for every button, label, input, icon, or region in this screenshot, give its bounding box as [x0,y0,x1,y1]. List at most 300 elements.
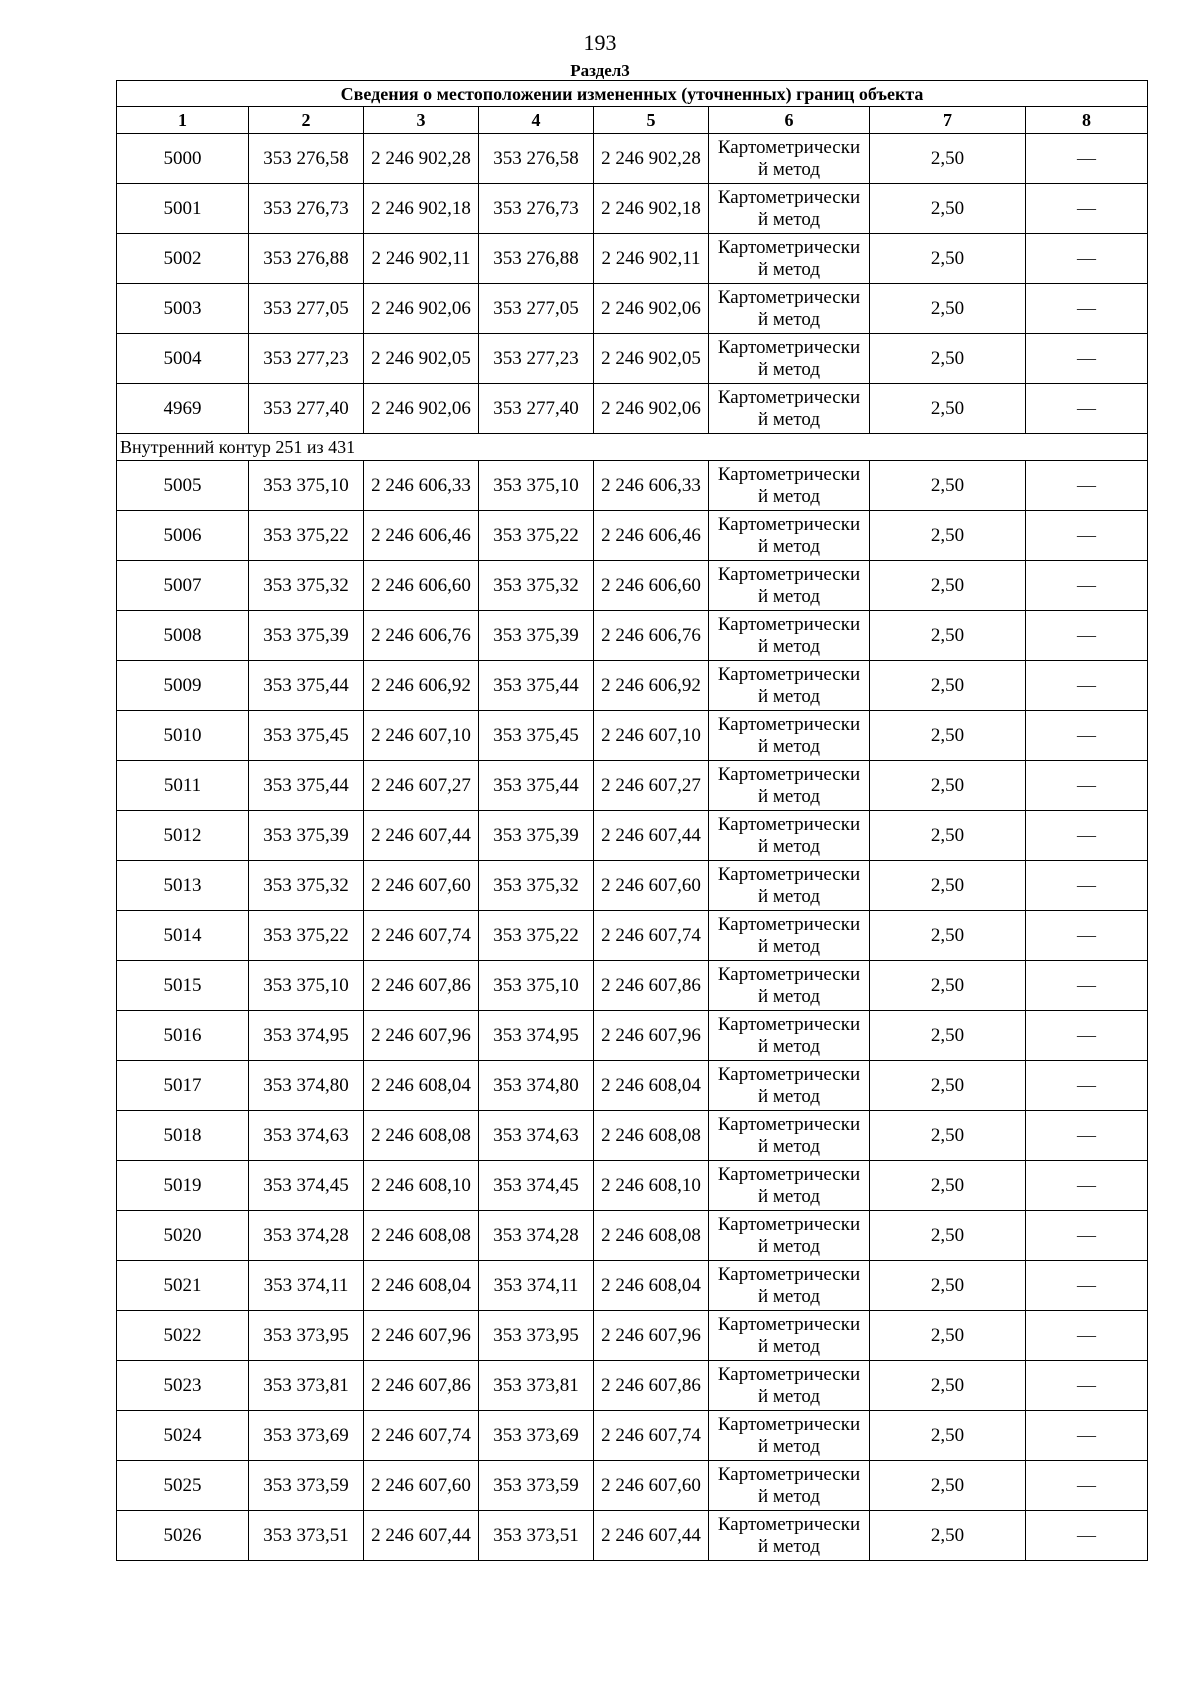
table-caption: Сведения о местоположении измененных (уточненных) границ объекта [117,81,1148,107]
note-cell: — [1026,711,1148,761]
x-old-cell: 353 373,51 [249,1511,364,1561]
column-header: 3 [364,107,479,134]
y-old-cell: 2 246 608,10 [364,1161,479,1211]
note-cell: — [1026,1261,1148,1311]
y-new-cell: 2 246 607,96 [594,1311,709,1361]
table-row [117,1311,1148,1361]
y-old-cell: 2 246 902,18 [364,184,479,234]
method-line-1: Картометрически [717,136,861,158]
x-old-cell: 353 374,28 [249,1211,364,1261]
accuracy-cell: 2,50 [870,1211,1026,1261]
method-line-2: й метод [757,835,821,857]
table-row [117,561,1148,611]
x-new-cell: 353 375,39 [479,611,594,661]
column-header: 6 [709,107,870,134]
method-line-1: Картометрически [717,913,861,935]
table-row [117,461,1148,511]
note-cell: — [1026,234,1148,284]
method-line-2: й метод [757,885,821,907]
table-row [117,861,1148,911]
x-old-cell: 353 374,80 [249,1061,364,1111]
y-old-cell: 2 246 607,10 [364,711,479,761]
point-number-cell: 5004 [117,334,249,384]
method-cell [709,1011,870,1061]
method-line-2: й метод [757,308,821,330]
column-header: 7 [870,107,1026,134]
method-line-1: Картометрически [717,186,861,208]
y-new-cell: 2 246 902,18 [594,184,709,234]
column-header: 4 [479,107,594,134]
x-old-cell: 353 277,40 [249,384,364,434]
method-cell [709,1261,870,1311]
x-old-cell: 353 375,45 [249,711,364,761]
point-number-cell: 5020 [117,1211,249,1261]
accuracy-cell: 2,50 [870,1311,1026,1361]
method-cell [709,234,870,284]
method-line-2: й метод [757,535,821,557]
point-number-cell: 5016 [117,1011,249,1061]
method-cell [709,384,870,434]
y-old-cell: 2 246 607,74 [364,911,479,961]
method-cell [709,1061,870,1111]
y-new-cell: 2 246 606,60 [594,561,709,611]
y-old-cell: 2 246 902,28 [364,134,479,184]
method-line-1: Картометрически [717,963,861,985]
y-old-cell: 2 246 607,86 [364,961,479,1011]
y-old-cell: 2 246 608,08 [364,1211,479,1261]
point-number-cell: 5017 [117,1061,249,1111]
method-cell [709,1311,870,1361]
x-new-cell: 353 375,39 [479,811,594,861]
method-cell [709,134,870,184]
y-old-cell: 2 246 606,60 [364,561,479,611]
y-new-cell: 2 246 606,76 [594,611,709,661]
y-new-cell: 2 246 606,33 [594,461,709,511]
column-header: 2 [249,107,364,134]
point-number-cell: 5021 [117,1261,249,1311]
note-cell: — [1026,1061,1148,1111]
y-old-cell: 2 246 607,74 [364,1411,479,1461]
table-row [117,611,1148,661]
accuracy-cell: 2,50 [870,761,1026,811]
table-row [117,911,1148,961]
x-old-cell: 353 374,63 [249,1111,364,1161]
method-line-2: й метод [757,635,821,657]
y-new-cell: 2 246 607,96 [594,1011,709,1061]
table-row [117,184,1148,234]
y-new-cell: 2 246 607,10 [594,711,709,761]
method-line-1: Картометрически [717,463,861,485]
method-cell [709,1211,870,1261]
accuracy-cell: 2,50 [870,134,1026,184]
accuracy-cell: 2,50 [870,511,1026,561]
method-line-2: й метод [757,1335,821,1357]
accuracy-cell: 2,50 [870,961,1026,1011]
y-old-cell: 2 246 607,86 [364,1361,479,1411]
method-line-2: й метод [757,1085,821,1107]
x-new-cell: 353 375,45 [479,711,594,761]
note-cell: — [1026,1211,1148,1261]
method-line-1: Картометрически [717,663,861,685]
note-cell: — [1026,611,1148,661]
x-old-cell: 353 276,73 [249,184,364,234]
note-cell: — [1026,1311,1148,1361]
method-cell [709,1511,870,1561]
y-new-cell: 2 246 607,74 [594,911,709,961]
point-number-cell: 5013 [117,861,249,911]
accuracy-cell: 2,50 [870,1461,1026,1511]
y-new-cell: 2 246 607,60 [594,1461,709,1511]
method-line-2: й метод [757,1485,821,1507]
point-number-cell: 5002 [117,234,249,284]
table-row [117,1461,1148,1511]
note-cell: — [1026,461,1148,511]
accuracy-cell: 2,50 [870,561,1026,611]
note-cell: — [1026,1111,1148,1161]
x-new-cell: 353 374,80 [479,1061,594,1111]
y-new-cell: 2 246 607,27 [594,761,709,811]
x-new-cell: 353 374,63 [479,1111,594,1161]
accuracy-cell: 2,50 [870,1061,1026,1111]
method-cell [709,561,870,611]
y-old-cell: 2 246 608,04 [364,1261,479,1311]
x-old-cell: 353 373,59 [249,1461,364,1511]
method-line-1: Картометрически [717,1063,861,1085]
method-cell [709,711,870,761]
point-number-cell: 5006 [117,511,249,561]
note-cell: — [1026,961,1148,1011]
y-new-cell: 2 246 607,44 [594,1511,709,1561]
note-cell: — [1026,1461,1148,1511]
accuracy-cell: 2,50 [870,1361,1026,1411]
accuracy-cell: 2,50 [870,811,1026,861]
x-old-cell: 353 276,88 [249,234,364,284]
method-cell [709,461,870,511]
accuracy-cell: 2,50 [870,611,1026,661]
accuracy-cell: 2,50 [870,661,1026,711]
method-line-1: Картометрически [717,1213,861,1235]
method-line-2: й метод [757,485,821,507]
point-number-cell: 5007 [117,561,249,611]
x-new-cell: 353 375,22 [479,911,594,961]
table-row [117,1511,1148,1561]
x-new-cell: 353 375,44 [479,761,594,811]
method-line-2: й метод [757,1235,821,1257]
method-line-1: Картометрически [717,1313,861,1335]
point-number-cell: 5001 [117,184,249,234]
note-cell: — [1026,1161,1148,1211]
y-new-cell: 2 246 902,11 [594,234,709,284]
column-header: 8 [1026,107,1148,134]
method-line-1: Картометрически [717,1163,861,1185]
note-cell: — [1026,861,1148,911]
method-cell [709,1111,870,1161]
table-row [117,1111,1148,1161]
x-old-cell: 353 375,44 [249,661,364,711]
point-number-cell: 5010 [117,711,249,761]
point-number-cell: 4969 [117,384,249,434]
method-line-1: Картометрически [717,1513,861,1535]
method-cell [709,1161,870,1211]
y-new-cell: 2 246 902,06 [594,384,709,434]
method-line-2: й метод [757,985,821,1007]
y-old-cell: 2 246 607,96 [364,1011,479,1061]
y-old-cell: 2 246 606,33 [364,461,479,511]
x-new-cell: 353 375,44 [479,661,594,711]
table-body [117,81,1148,1561]
column-header: 1 [117,107,249,134]
accuracy-cell: 2,50 [870,911,1026,961]
x-new-cell: 353 373,69 [479,1411,594,1461]
method-line-1: Картометрически [717,613,861,635]
note-cell: — [1026,384,1148,434]
y-old-cell: 2 246 606,46 [364,511,479,561]
y-new-cell: 2 246 606,46 [594,511,709,561]
x-new-cell: 353 373,51 [479,1511,594,1561]
method-cell [709,1461,870,1511]
note-cell: — [1026,761,1148,811]
x-new-cell: 353 276,88 [479,234,594,284]
accuracy-cell: 2,50 [870,1411,1026,1461]
y-old-cell: 2 246 606,92 [364,661,479,711]
method-line-1: Картометрически [717,386,861,408]
point-number-cell: 5014 [117,911,249,961]
y-old-cell: 2 246 902,05 [364,334,479,384]
method-cell [709,661,870,711]
x-new-cell: 353 375,32 [479,861,594,911]
y-new-cell: 2 246 608,04 [594,1061,709,1111]
point-number-cell: 5018 [117,1111,249,1161]
x-old-cell: 353 373,69 [249,1411,364,1461]
method-line-1: Картометрически [717,286,861,308]
method-line-1: Картометрически [717,1113,861,1135]
x-old-cell: 353 375,32 [249,561,364,611]
x-new-cell: 353 277,40 [479,384,594,434]
y-old-cell: 2 246 607,96 [364,1311,479,1361]
method-line-2: й метод [757,1385,821,1407]
point-number-cell: 5008 [117,611,249,661]
accuracy-cell: 2,50 [870,861,1026,911]
method-cell [709,334,870,384]
point-number-cell: 5003 [117,284,249,334]
method-line-1: Картометрически [717,1463,861,1485]
x-old-cell: 353 374,45 [249,1161,364,1211]
x-old-cell: 353 375,39 [249,811,364,861]
method-cell [709,961,870,1011]
column-header: 5 [594,107,709,134]
method-cell [709,761,870,811]
accuracy-cell: 2,50 [870,234,1026,284]
caption-row [117,81,1148,107]
note-cell: — [1026,134,1148,184]
table-row [117,1211,1148,1261]
accuracy-cell: 2,50 [870,1261,1026,1311]
table-row [117,811,1148,861]
method-line-2: й метод [757,585,821,607]
accuracy-cell: 2,50 [870,334,1026,384]
note-cell: — [1026,334,1148,384]
x-old-cell: 353 375,22 [249,911,364,961]
x-old-cell: 353 375,32 [249,861,364,911]
x-old-cell: 353 374,11 [249,1261,364,1311]
method-line-2: й метод [757,935,821,957]
y-old-cell: 2 246 607,44 [364,1511,479,1561]
x-new-cell: 353 374,45 [479,1161,594,1211]
table-row [117,761,1148,811]
note-cell: — [1026,911,1148,961]
x-old-cell: 353 277,05 [249,284,364,334]
y-old-cell: 2 246 607,27 [364,761,479,811]
method-line-1: Картометрически [717,236,861,258]
method-line-2: й метод [757,1535,821,1557]
accuracy-cell: 2,50 [870,461,1026,511]
note-cell: — [1026,1011,1148,1061]
point-number-cell: 5025 [117,1461,249,1511]
method-line-2: й метод [757,1285,821,1307]
note-cell: — [1026,561,1148,611]
method-line-2: й метод [757,1185,821,1207]
method-line-2: й метод [757,358,821,380]
note-cell: — [1026,184,1148,234]
note-cell: — [1026,661,1148,711]
contour-group-row [117,434,1148,461]
note-cell: — [1026,1361,1148,1411]
point-number-cell: 5019 [117,1161,249,1211]
x-old-cell: 353 373,81 [249,1361,364,1411]
method-line-1: Картометрически [717,863,861,885]
section-title: Раздел3 [570,61,630,80]
accuracy-cell: 2,50 [870,711,1026,761]
y-new-cell: 2 246 902,06 [594,284,709,334]
note-cell: — [1026,1511,1148,1561]
x-new-cell: 353 277,23 [479,334,594,384]
point-number-cell: 5011 [117,761,249,811]
x-old-cell: 353 276,58 [249,134,364,184]
x-old-cell: 353 375,10 [249,461,364,511]
note-cell: — [1026,811,1148,861]
method-line-1: Картометрически [717,336,861,358]
y-old-cell: 2 246 902,06 [364,384,479,434]
point-number-cell: 5000 [117,134,249,184]
method-cell [709,861,870,911]
coordinates-table [116,80,1148,1561]
y-old-cell: 2 246 607,60 [364,1461,479,1511]
y-new-cell: 2 246 607,74 [594,1411,709,1461]
x-old-cell: 353 375,22 [249,511,364,561]
y-old-cell: 2 246 902,11 [364,234,479,284]
x-old-cell: 353 277,23 [249,334,364,384]
method-cell [709,811,870,861]
x-old-cell: 353 375,10 [249,961,364,1011]
x-new-cell: 353 374,11 [479,1261,594,1311]
x-new-cell: 353 375,10 [479,461,594,511]
y-old-cell: 2 246 902,06 [364,284,479,334]
method-line-2: й метод [757,785,821,807]
method-line-2: й метод [757,1035,821,1057]
x-new-cell: 353 276,58 [479,134,594,184]
note-cell: — [1026,284,1148,334]
table-row [117,334,1148,384]
y-new-cell: 2 246 608,08 [594,1111,709,1161]
table-row [117,134,1148,184]
method-line-2: й метод [757,158,821,180]
y-old-cell: 2 246 607,60 [364,861,479,911]
method-line-1: Картометрически [717,813,861,835]
method-line-2: й метод [757,208,821,230]
method-cell [709,1361,870,1411]
table-row [117,384,1148,434]
accuracy-cell: 2,50 [870,184,1026,234]
table-row [117,1411,1148,1461]
method-cell [709,911,870,961]
y-new-cell: 2 246 607,86 [594,1361,709,1411]
point-number-cell: 5024 [117,1411,249,1461]
method-line-2: й метод [757,1435,821,1457]
method-cell [709,284,870,334]
method-line-2: й метод [757,408,821,430]
table-row [117,711,1148,761]
accuracy-cell: 2,50 [870,1161,1026,1211]
x-new-cell: 353 277,05 [479,284,594,334]
y-new-cell: 2 246 902,05 [594,334,709,384]
x-new-cell: 353 373,81 [479,1361,594,1411]
x-old-cell: 353 375,44 [249,761,364,811]
y-new-cell: 2 246 606,92 [594,661,709,711]
y-new-cell: 2 246 608,08 [594,1211,709,1261]
method-line-1: Картометрически [717,1013,861,1035]
table-row [117,1061,1148,1111]
y-new-cell: 2 246 607,44 [594,811,709,861]
y-new-cell: 2 246 608,04 [594,1261,709,1311]
table-row [117,284,1148,334]
y-old-cell: 2 246 608,08 [364,1111,479,1161]
method-line-1: Картометрически [717,1363,861,1385]
method-line-1: Картометрически [717,1413,861,1435]
y-old-cell: 2 246 608,04 [364,1061,479,1111]
y-old-cell: 2 246 606,76 [364,611,479,661]
table-row [117,511,1148,561]
point-number-cell: 5015 [117,961,249,1011]
point-number-cell: 5012 [117,811,249,861]
x-old-cell: 353 374,95 [249,1011,364,1061]
accuracy-cell: 2,50 [870,1511,1026,1561]
accuracy-cell: 2,50 [870,384,1026,434]
table-row [117,1011,1148,1061]
x-new-cell: 353 375,10 [479,961,594,1011]
y-new-cell: 2 246 607,60 [594,861,709,911]
method-line-2: й метод [757,685,821,707]
method-cell [709,184,870,234]
y-old-cell: 2 246 607,44 [364,811,479,861]
method-cell [709,1411,870,1461]
method-line-1: Картометрически [717,763,861,785]
note-cell: — [1026,511,1148,561]
method-line-1: Картометрически [717,713,861,735]
point-number-cell: 5023 [117,1361,249,1411]
method-cell [709,511,870,561]
x-old-cell: 353 375,39 [249,611,364,661]
method-line-2: й метод [757,258,821,280]
x-old-cell: 353 373,95 [249,1311,364,1361]
note-cell: — [1026,1411,1148,1461]
accuracy-cell: 2,50 [870,1111,1026,1161]
x-new-cell: 353 276,73 [479,184,594,234]
table-row [117,1161,1148,1211]
method-line-1: Картометрически [717,513,861,535]
point-number-cell: 5009 [117,661,249,711]
header-row [117,107,1148,134]
x-new-cell: 353 375,22 [479,511,594,561]
